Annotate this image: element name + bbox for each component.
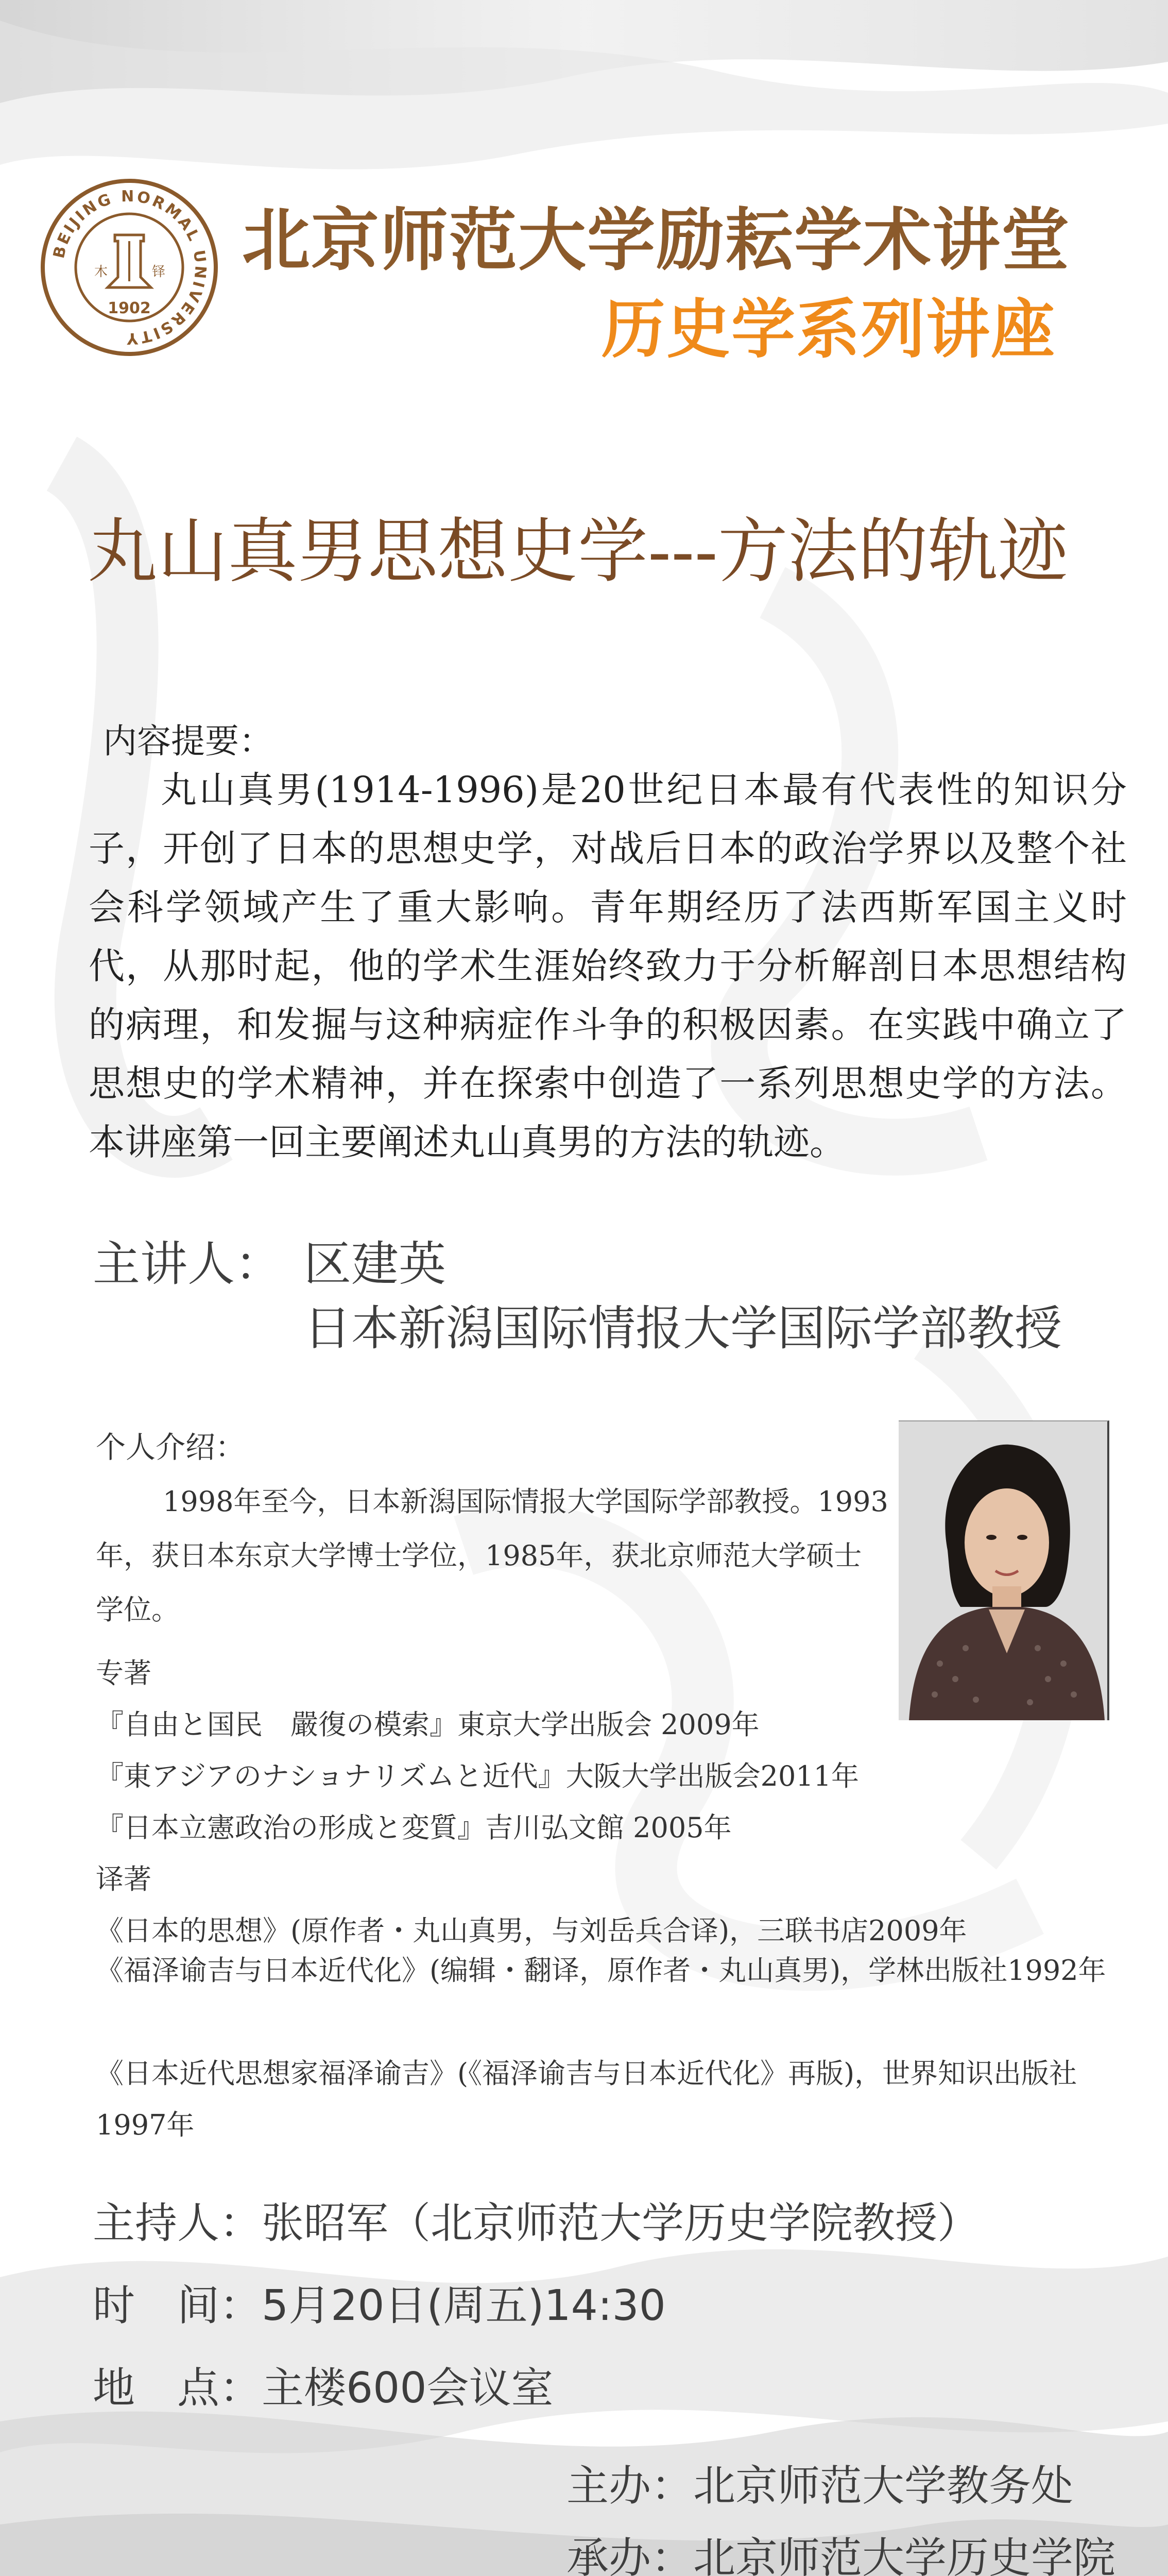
translation-item: 《日本近代思想家福泽谕吉》(《福泽谕吉与日本近代化》再版)，世界知识出版社1997年 xyxy=(96,2057,1077,2141)
organizer-line: 承办：北京师范大学历史学院 xyxy=(566,2534,1116,2576)
monograph-item: 『東アジアのナショナリズムと近代』大阪大学出版会2011年 xyxy=(96,1760,860,1792)
place-line: 地 点：主楼600会议室 xyxy=(93,2364,554,2413)
monographs-heading: 专著 xyxy=(96,1657,151,1689)
host-line: 主持人：张昭军（北京师范大学历史学院教授） xyxy=(93,2199,980,2248)
logo-glyph-right: 铎 xyxy=(151,264,166,280)
series-title: 北京师范大学励耘学术讲堂 xyxy=(242,202,1070,278)
lecture-title: 丸山真男思想史学---方法的轨迹 xyxy=(88,512,1068,590)
bio-paragraph: 1998年至今，日本新潟国际情报大学国际学部教授。1993年，获日本东京大学博士学位，1985年，获北京师范大学硕士学位。 xyxy=(96,1485,888,1626)
translations-heading: 译著 xyxy=(96,1863,151,1895)
sponsor-line: 主办：北京师范大学教务处 xyxy=(566,2462,1074,2511)
speaker-photo xyxy=(899,1420,1109,1720)
speaker-name: 区建英 xyxy=(304,1236,446,1292)
logo-year: 1902 xyxy=(108,299,151,317)
speaker-label: 主讲人： xyxy=(93,1236,283,1292)
translation-item: 《福泽谕吉与日本近代化》(编辑・翻译，原作者・丸山真男)，学林出版社1992年 xyxy=(96,1954,1106,1987)
monograph-item: 『日本立憲政治の形成と変質』吉川弘文館 2005年 xyxy=(96,1811,732,1844)
logo-ring-text: BEIJING NORMAL UNIVERSITY xyxy=(50,187,210,348)
abstract-heading: 内容提要： xyxy=(103,721,273,761)
translation-item: 《日本的思想》(原作者・丸山真男，与刘岳兵合译)，三联书店2009年 xyxy=(96,1914,967,1947)
series-subtitle: 历史学系列讲座 xyxy=(602,294,1056,365)
speaker-affiliation: 日本新潟国际情报大学国际学部教授 xyxy=(304,1301,1062,1356)
university-seal-logo xyxy=(40,178,218,357)
logo-glyph-left: 木 xyxy=(94,264,108,280)
time-line: 时 间：5月20日(周五)14:30 xyxy=(93,2281,666,2330)
bio-heading: 个人介绍： xyxy=(96,1430,246,1465)
monograph-item: 『自由と国民 嚴復の模索』東京大学出版会 2009年 xyxy=(96,1708,760,1741)
abstract-body: 丸山真男(1914-1996)是20世纪日本最有代表性的知识分子，开创了日本的思想史学，对战后日本的政治学界以及整个社会科学领域产生了重大影响。青年期经历了法西斯军国主义时代，从那时起，他的学术生涯始终致力于分析解剖日本思想结构的病理，和发掘与这种病症作斗争的积极因素。在实践中确立了思想史的学术精神，并在探索中创造了一系列思想史学的方法。本讲座第一回主要阐述丸山真男的方法的轨迹。 xyxy=(89,769,1127,1163)
